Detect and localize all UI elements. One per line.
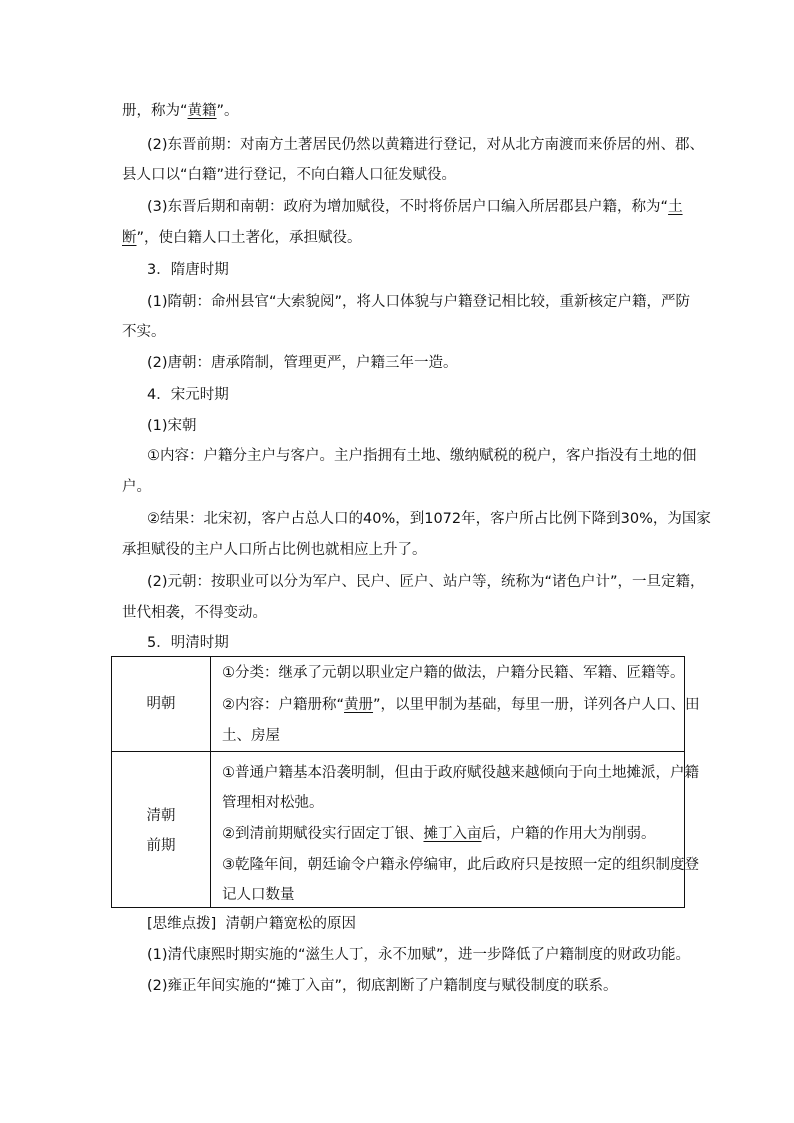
keyword-tuduan-2: 断 — [122, 230, 137, 246]
paragraph-huangji — [122, 101, 682, 121]
ming-content-line-2: 土、房屋 — [222, 728, 280, 744]
table-column-divider — [210, 657, 211, 907]
heading-sui-tang: 3．隋唐时期 — [147, 262, 229, 278]
keyword-huangji: 黄籍 — [187, 103, 217, 119]
text: 册，称为“ — [122, 103, 188, 119]
keyword-tuduan-1: 土 — [668, 199, 683, 215]
thinking-heading — [147, 914, 707, 934]
yuan-line-2: 世代相袭，不得变动。 — [122, 605, 267, 621]
thinking-point-2: (2)雍正年间实施的“摊丁入亩”，彻底割断了户籍制度与赋役制度的联系。 — [147, 978, 618, 994]
qing-item-2 — [222, 824, 682, 844]
thinking-point-1: (1)清代康熙时期实施的“滋生人丁，永不加赋”，进一步降低了户籍制度的财政功能。 — [147, 947, 691, 963]
song-heading: (1)宋朝 — [147, 418, 197, 434]
ming-classification: ①分类：继承了元朝以职业定户籍的做法，户籍分民籍、军籍、匠籍等。 — [222, 665, 685, 681]
row-label-qing-1: 清朝 — [146, 808, 176, 824]
ming-qing-table — [111, 656, 700, 908]
sui-line-1: (1)隋朝：命州县官“大索貌阅”，将人口体貌与户籍登记相比较，重新核定户籍，严防 — [147, 294, 691, 310]
text: ②到清前期赋役实行固定丁银、 — [222, 826, 424, 842]
song-content-line-1: ①内容：户籍分主户与客户。主户指拥有土地、缴纳赋税的税户，客户指没有土地的佃 — [147, 448, 697, 464]
qing-item-1-line-1: ①普通户籍基本沿袭明制，但由于政府赋役越来越倾向于向土地摊派，户籍 — [222, 765, 699, 781]
song-result-line-2: 承担赋役的主户人口所占比例也就相应上升了。 — [122, 542, 427, 558]
text: ”。 — [216, 103, 239, 119]
qing-item-3-line-2: 记人口数量 — [222, 887, 295, 903]
row-label-qing-2: 前期 — [146, 838, 176, 854]
heading-ming-qing: 5．明清时期 — [147, 635, 229, 651]
tang-line: (2)唐朝：唐承隋制，管理更严，户籍三年一造。 — [147, 355, 458, 371]
jin-late-line-2 — [122, 228, 682, 248]
yuan-line-1: (2)元朝：按职业可以分为军户、民户、匠户、站户等，统称为“诸色户计”，一旦定籍， — [147, 574, 705, 590]
keyword-huangce: 黄册 — [344, 697, 374, 713]
keyword-tandingrumu: 摊丁入亩 — [423, 826, 482, 842]
text: ”，以里甲制为基础，每里一册，详列各户人口、田 — [373, 697, 700, 713]
song-content-line-2: 户。 — [122, 479, 151, 495]
text: (3)东晋后期和南朝：政府为增加赋役，不时将侨居户口编入所居郡县户籍，称为“ — [147, 199, 669, 215]
text: ②内容：户籍册称“ — [222, 697, 345, 713]
qing-item-1-line-2: 管理相对松弛。 — [222, 795, 324, 811]
text: 后，户籍的作用大为削弱。 — [481, 826, 656, 842]
thinking-tag: [思维点拨] — [147, 916, 217, 932]
thinking-title: 清朝户籍宽松的原因 — [225, 916, 357, 932]
heading-song-yuan: 4．宋元时期 — [147, 387, 229, 403]
jin-early-line-1: (2)东晋前期：对南方土著居民仍然以黄籍进行登记，对从北方南渡而来侨居的州、郡、 — [147, 137, 705, 153]
sui-line-2: 不实。 — [122, 324, 166, 340]
jin-early-line-2: 县人口以“白籍”进行登记，不向白籍人口征发赋役。 — [122, 167, 457, 183]
text: ”，使白籍人口土著化，承担赋役。 — [136, 230, 362, 246]
jin-late-line-1 — [147, 197, 707, 217]
table-row-divider — [112, 751, 684, 752]
song-result-line-1: ②结果：北宋初，客户占总人口的40%，到1072年，客户所占比例下降到30%，为国家 — [147, 511, 711, 527]
ming-content-line-1 — [222, 695, 700, 715]
qing-item-3-line-1: ③乾隆年间，朝廷谕令户籍永停编审，此后政府只是按照一定的组织制度登 — [222, 857, 699, 873]
row-label-ming: 明朝 — [146, 696, 176, 712]
